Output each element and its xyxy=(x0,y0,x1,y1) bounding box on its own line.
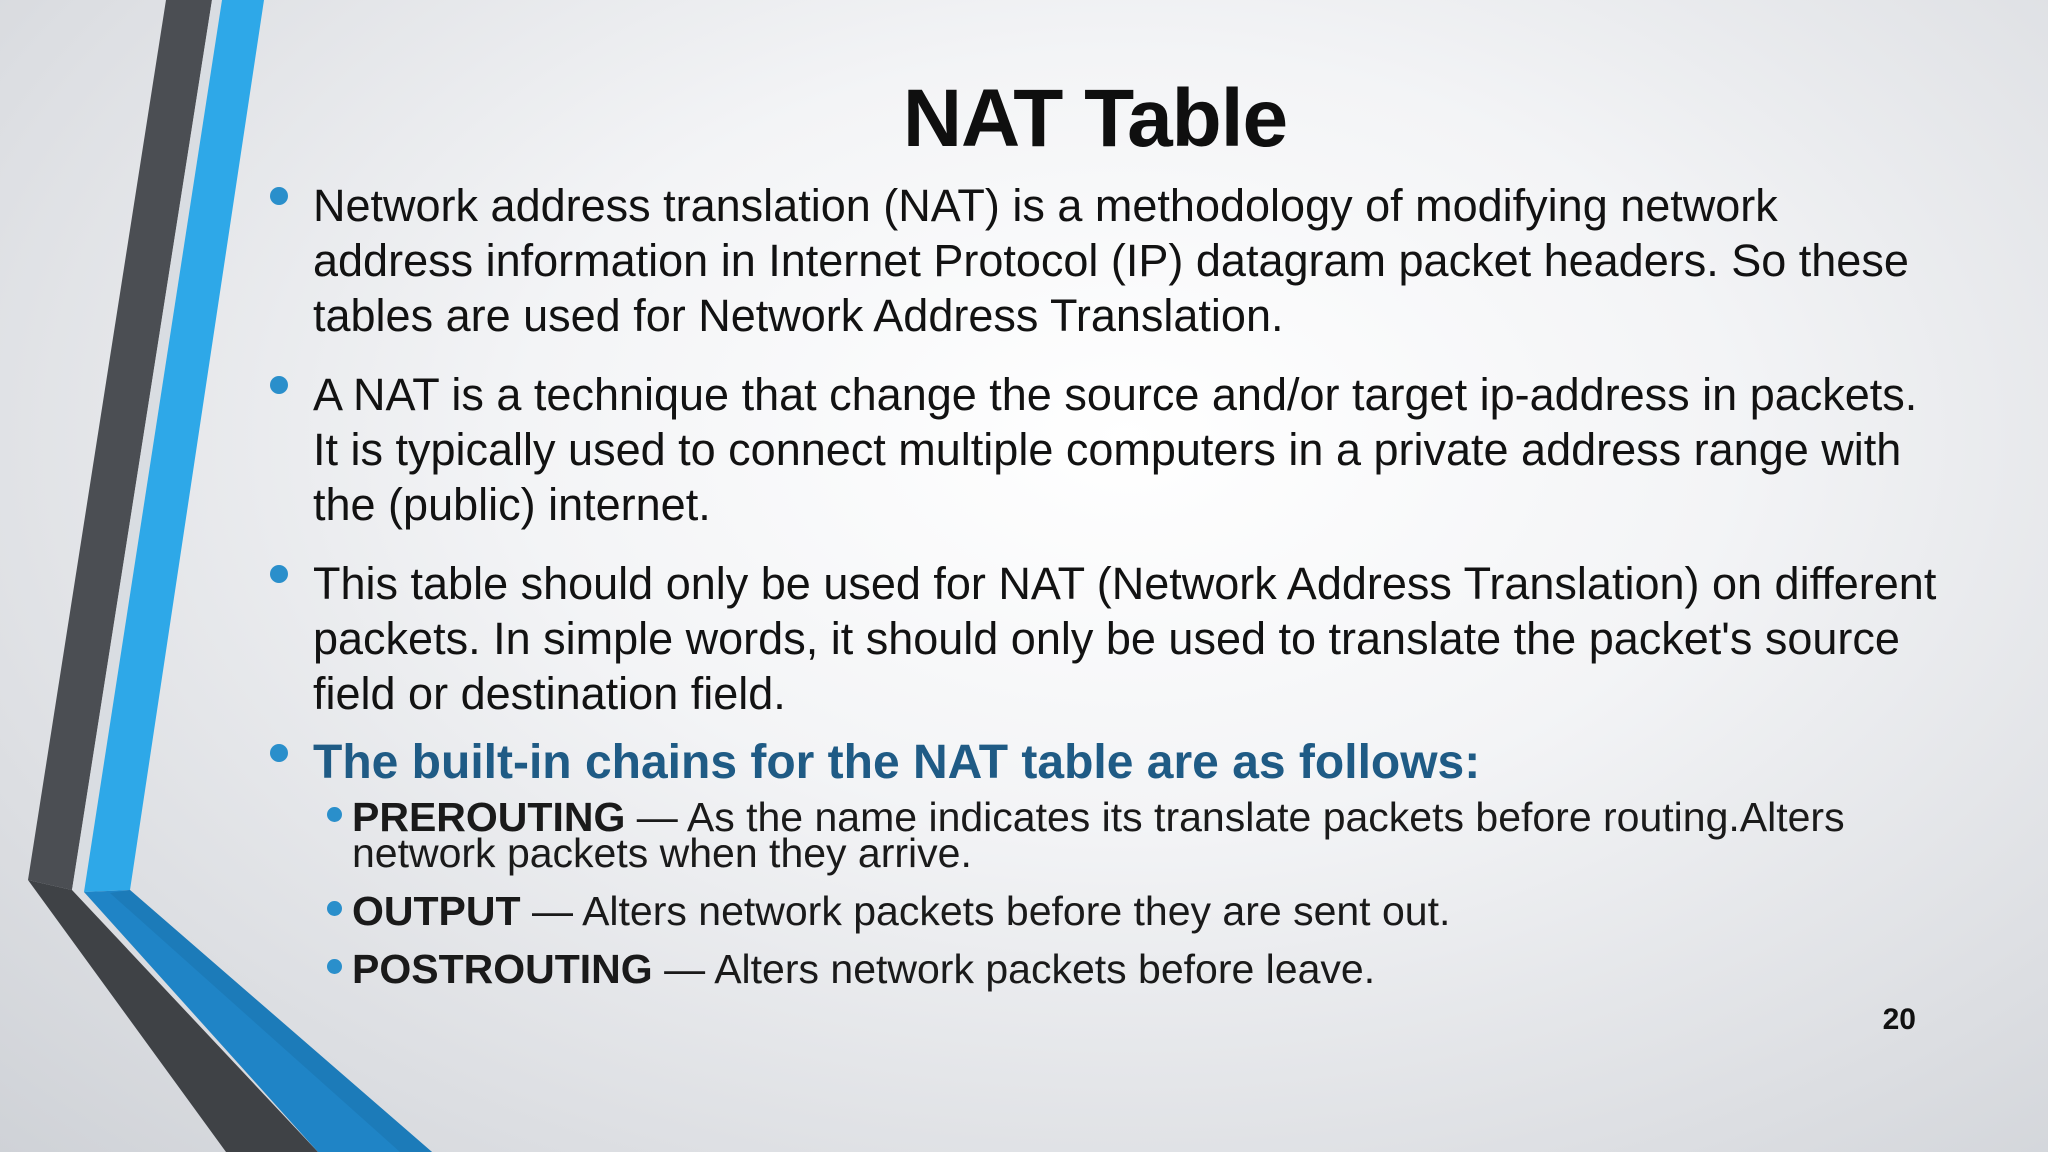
chain-item-postrouting xyxy=(262,946,1942,992)
chain-name: OUTPUT xyxy=(352,888,521,934)
bullet-text: This table should only be used for NAT (Network Address Translation) on different packets. In simple words, it should only be used to translate the packet's source field or destination field. xyxy=(313,558,1937,719)
bullet-item xyxy=(262,367,1942,532)
bullet-dot-icon xyxy=(270,565,288,583)
chains-heading-bullet xyxy=(262,735,1942,791)
sub-bullet-dot-icon xyxy=(327,901,342,916)
chain-description: — Alters network packets before they are sent out. xyxy=(520,888,1451,934)
bullet-item xyxy=(262,178,1942,343)
chain-description: — Alters network packets before leave. xyxy=(652,946,1376,992)
bullet-text: Network address translation (NAT) is a methodology of modifying network address information in Internet Protocol (IP) datagram packet headers. So these tables are used for Network Address Translation. xyxy=(313,180,1909,341)
chain-name: PREROUTING xyxy=(352,794,626,840)
slide-content xyxy=(262,178,1942,1009)
bullet-text: A NAT is a technique that change the source and/or target ip-address in packets. It is typically used to connect multiple computers in a private address range with the (public) internet. xyxy=(313,369,1918,530)
slide-title: NAT Table xyxy=(902,73,1288,164)
page-number: 20 xyxy=(1882,1003,1916,1036)
chain-item-prerouting xyxy=(262,794,1942,876)
chains-heading-text: The built-in chains for the NAT table are as follows: xyxy=(313,736,1481,789)
chain-description: — As the name indicates its translate packets before routing.Alters network packets when they arrive. xyxy=(352,794,1845,876)
bullet-dot-icon xyxy=(270,376,288,394)
chain-name: POSTROUTING xyxy=(352,946,653,992)
bullet-dot-icon xyxy=(270,744,288,762)
bullet-item xyxy=(262,556,1942,721)
bullet-dot-icon xyxy=(270,187,288,205)
sub-bullet-dot-icon xyxy=(327,959,342,974)
chain-item-output xyxy=(262,888,1942,934)
sub-bullet-dot-icon xyxy=(327,807,342,822)
